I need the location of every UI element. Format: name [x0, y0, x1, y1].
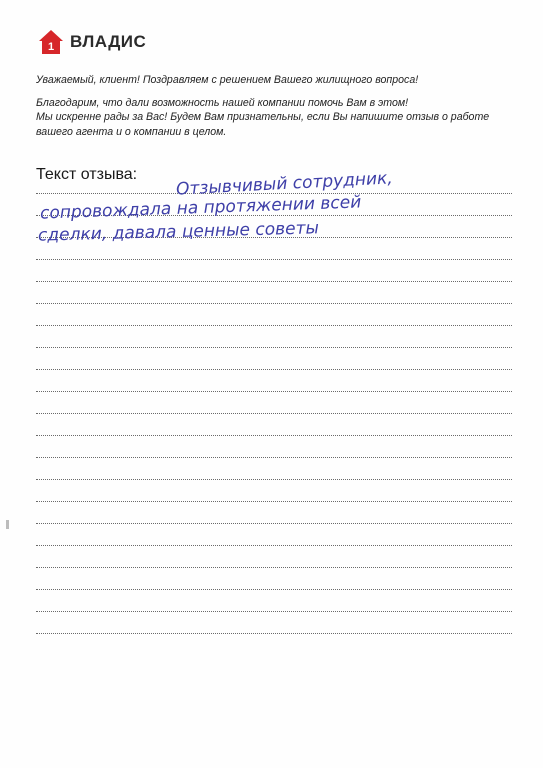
ruled-line — [36, 325, 512, 326]
handwritten-line-1: Отзывчивый сотрудник, — [175, 168, 394, 200]
handwritten-line-2: сопровождала на протяжении всей — [39, 192, 362, 224]
ruled-line — [36, 633, 512, 634]
thanks-line-3: вашего агента и о компании в целом. — [36, 125, 227, 138]
ruled-line — [36, 347, 512, 348]
ruled-line — [36, 567, 512, 568]
scan-mark — [6, 520, 9, 529]
ruled-line — [36, 259, 512, 260]
review-label: Текст отзыва: — [36, 166, 138, 183]
ruled-line — [36, 435, 512, 436]
thanks-line-2: Мы искренне рады за Вас! Будем Вам признательны, если Вы напишите отзыв о работе — [36, 111, 490, 123]
ruled-line — [36, 457, 512, 458]
review-lines — [36, 0, 512, 768]
ruled-line — [36, 413, 512, 414]
ruled-line — [36, 391, 512, 392]
ruled-line — [36, 523, 512, 524]
ruled-line — [36, 281, 512, 282]
svg-text:1: 1 — [47, 41, 55, 53]
thanks-line-1: Благодарим, что дали возможность нашей компании помочь Вам в этом! — [36, 96, 409, 109]
handwritten-line-3: сделки, давала ценные советы — [37, 218, 320, 246]
ruled-line — [36, 589, 512, 590]
ruled-line — [36, 303, 512, 304]
greeting-line: Уважаемый, клиент! Поздравляем с решением Вашего жилищного вопроса! — [36, 74, 419, 86]
ruled-line — [36, 501, 512, 502]
ruled-line — [36, 611, 512, 612]
ruled-line — [36, 545, 512, 546]
ruled-line — [36, 369, 512, 370]
ruled-line — [36, 479, 512, 480]
brand-name: ВЛАДИС — [70, 32, 147, 51]
